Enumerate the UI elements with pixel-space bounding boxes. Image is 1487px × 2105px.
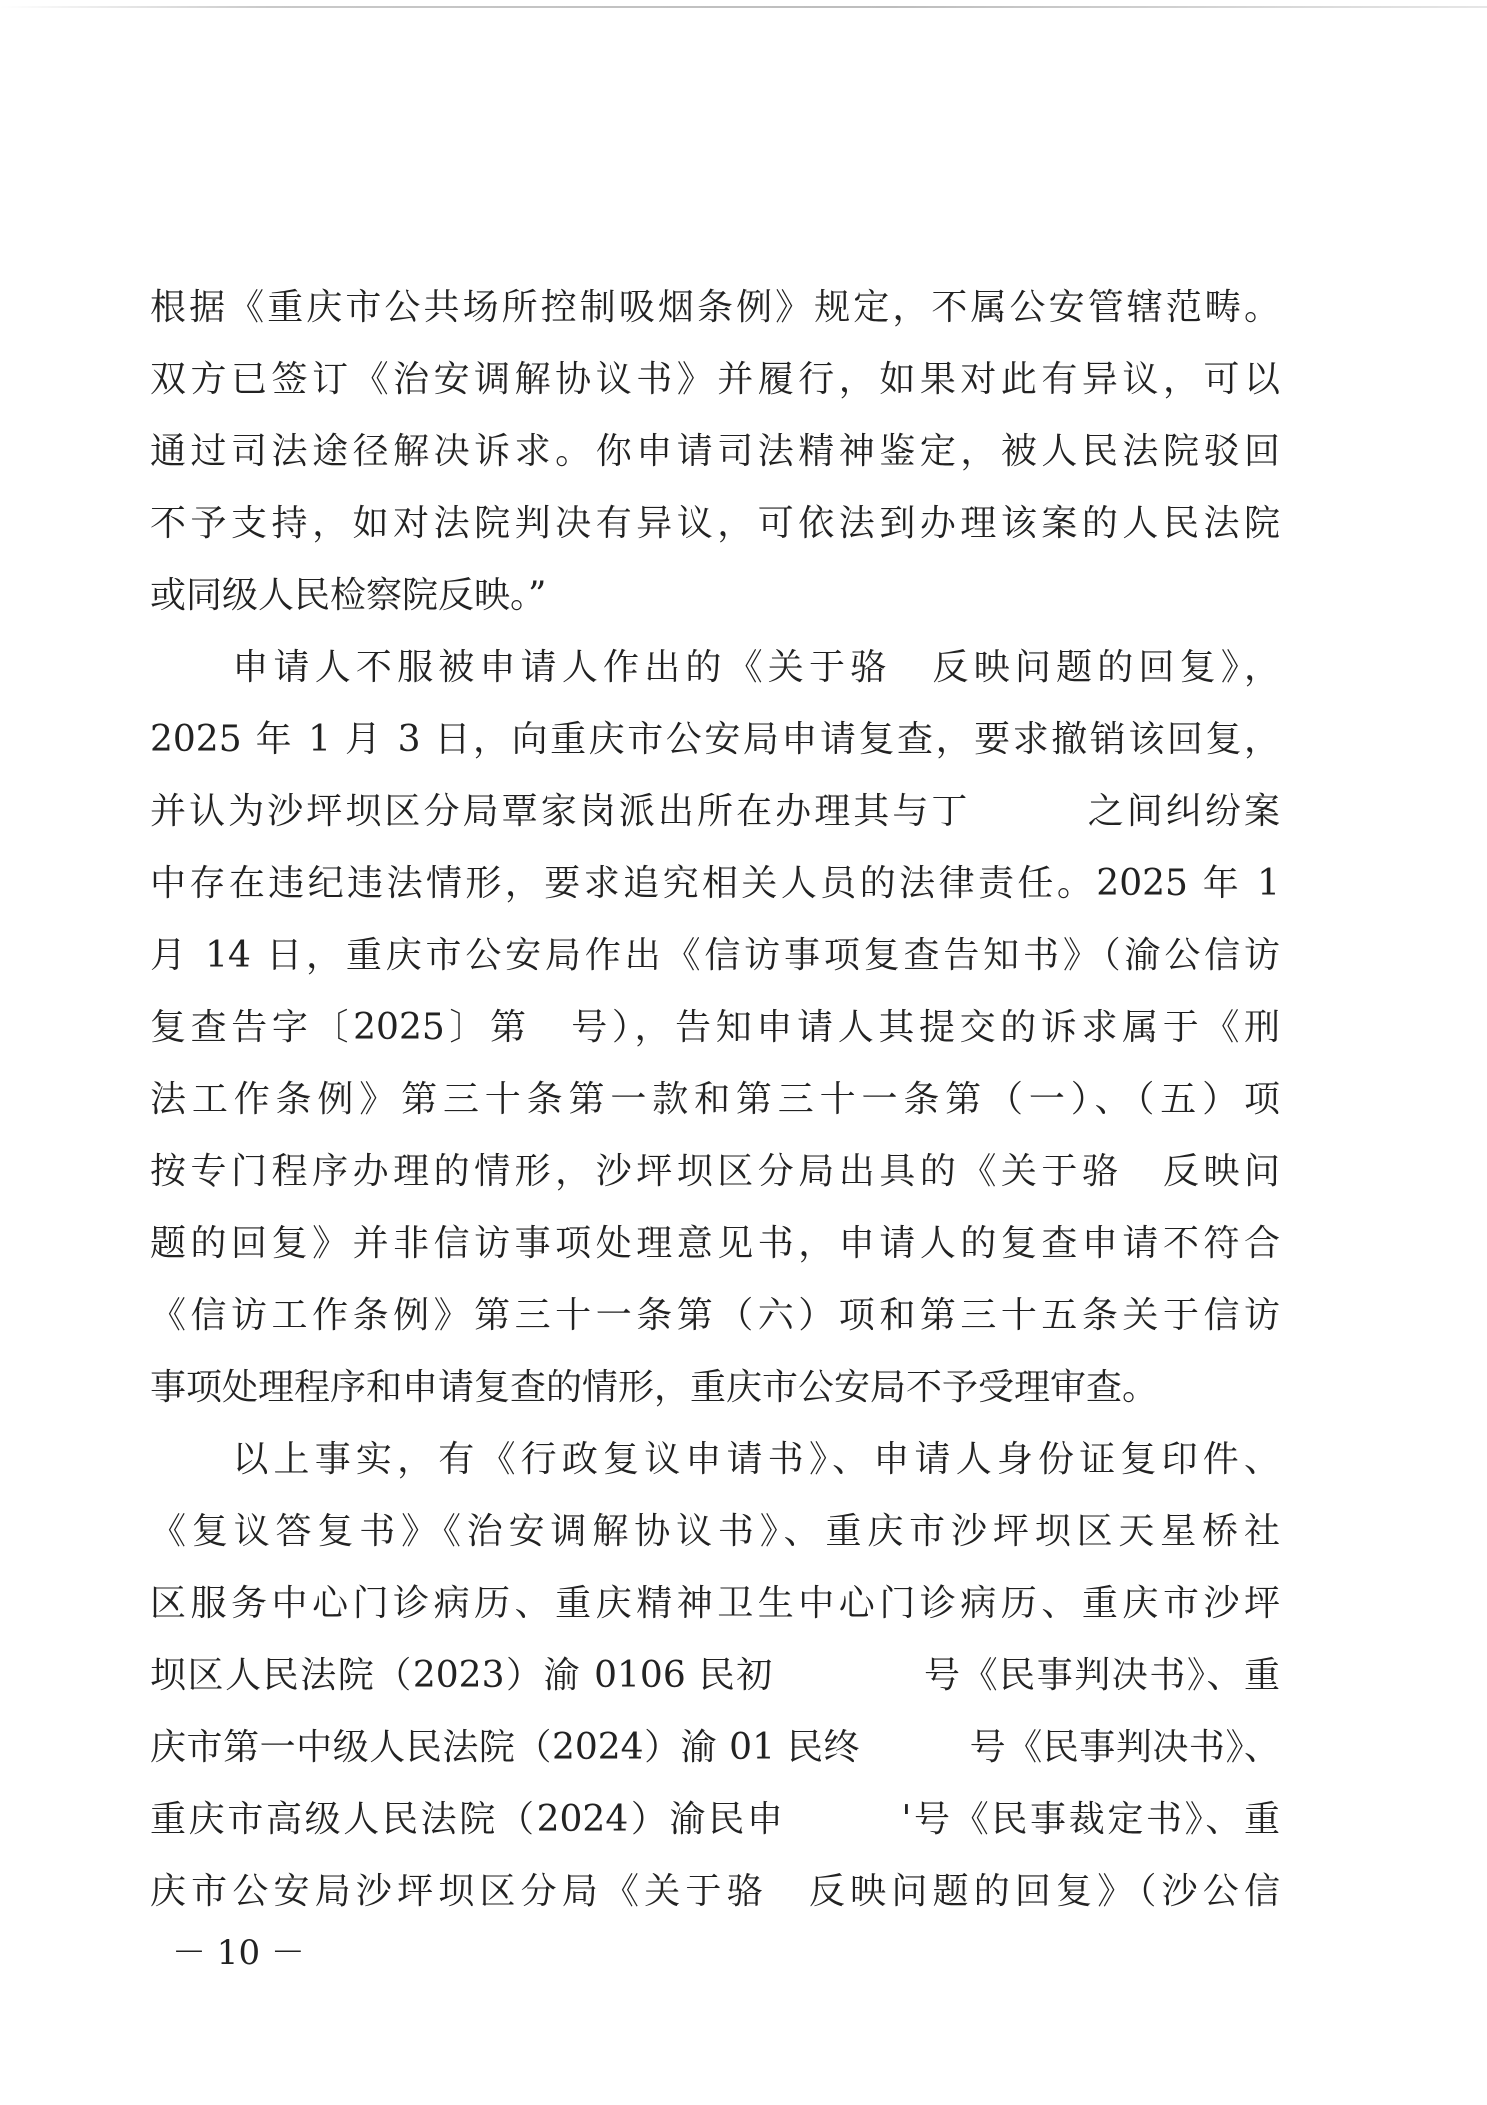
text-line: 事项处理程序和申请复查的情形，重庆市公安局不予受理审查。: [150, 1367, 1159, 1408]
text-line: 重庆市高级人民法院（2024）渝民申 '号《民事裁定书》、重: [150, 1799, 1280, 1840]
text-line: 题的回复》并非信访事项处理意见书，申请人的复查申请不符合: [150, 1223, 1280, 1264]
text-line: 《复议答复书》《治安调解协议书》、重庆市沙坪坝区天星桥社: [150, 1511, 1280, 1552]
page-number: － 10 －: [172, 1933, 305, 1973]
text-line: 申请人不服被申请人作出的《关于骆 反映问题的回复》，: [150, 647, 1280, 688]
text-line: 月 14 日，重庆市公安局作出《信访事项复查告知书》（渝公信访: [150, 935, 1280, 976]
text-line: 按专门程序办理的情形，沙坪坝区分局出具的《关于骆 反映问: [150, 1151, 1280, 1192]
text-line: 2025 年 1 月 3 日，向重庆市公安局申请复查，要求撤销该回复，: [150, 719, 1280, 760]
text-line: 并认为沙坪坝区分局覃家岗派出所在办理其与丁 之间纠纷案: [150, 791, 1280, 832]
scan-top-edge-line: [0, 6, 1487, 8]
text-line: 或同级人民检察院反映。”: [150, 575, 547, 616]
text-line: 《信访工作条例》第三十一条第（六）项和第三十五条关于信访: [150, 1295, 1280, 1336]
text-line: 不予支持，如对法院判决有异议，可依法到办理该案的人民法院: [150, 503, 1280, 544]
text-line: 通过司法途径解决诉求。你申请司法精神鉴定，被人民法院驳回: [150, 431, 1280, 472]
text-line: 双方已签订《治安调解协议书》并履行，如果对此有异议，可以: [150, 359, 1280, 400]
text-line: 庆市第一中级人民法院（2024）渝 01 民终 号《民事判决书》、: [150, 1727, 1280, 1768]
text-line: 根据《重庆市公共场所控制吸烟条例》规定，不属公安管辖范畴。: [150, 287, 1280, 328]
text-line: 复查告字〔2025〕第 号），告知申请人其提交的诉求属于《刑: [150, 1007, 1280, 1048]
text-line: 以上事实，有《行政复议申请书》、申请人身份证复印件、: [150, 1439, 1280, 1480]
document-body: [150, 272, 1280, 1928]
text-line: 庆市公安局沙坪坝区分局《关于骆 反映问题的回复》（沙公信: [150, 1871, 1280, 1912]
text-line: 中存在违纪违法情形，要求追究相关人员的法律责任。2025 年 1: [150, 863, 1280, 904]
text-line: 区服务中心门诊病历、重庆精神卫生中心门诊病历、重庆市沙坪: [150, 1583, 1280, 1624]
text-line: 坝区人民法院（2023）渝 0106 民初 号《民事判决书》、重: [150, 1655, 1280, 1696]
text-line: 法工作条例》第三十条第一款和第三十一条第（一）、（五）项: [150, 1079, 1280, 1120]
